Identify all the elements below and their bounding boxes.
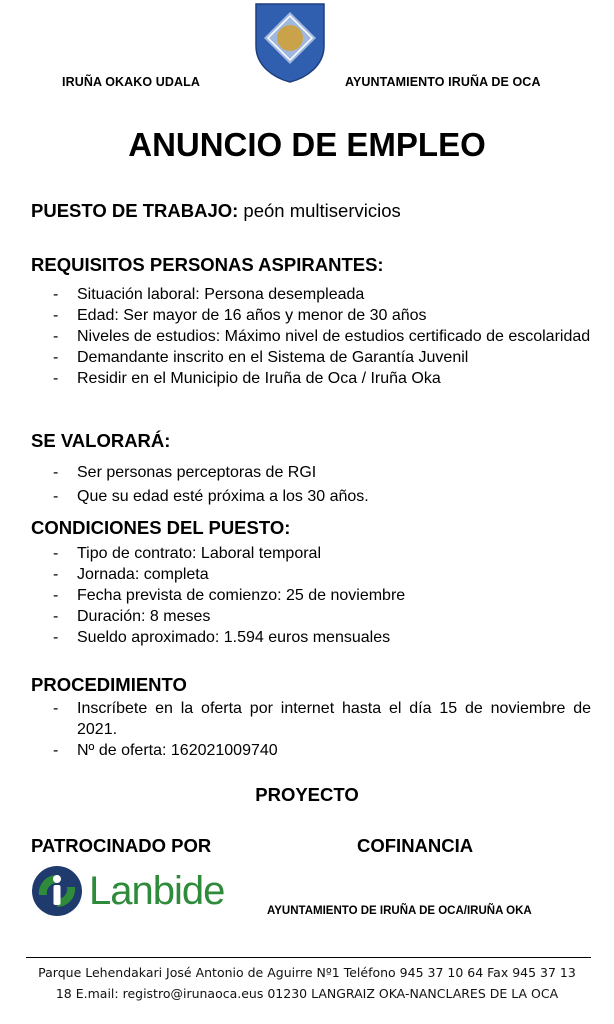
list-item: - Fecha prevista de comienzo: 25 de noviembre	[49, 585, 591, 606]
valued-heading: SE VALORARÁ:	[31, 430, 171, 451]
lanbide-logo-icon	[31, 865, 83, 917]
list-item: - Nº de oferta: 162021009740	[49, 740, 591, 761]
list-item: - Edad: Ser mayor de 16 años y menor de 30 años	[49, 305, 591, 326]
job-position-value: peón multiservicios	[238, 200, 401, 221]
list-item: - Jornada: completa	[49, 564, 591, 585]
valued-list	[49, 461, 591, 509]
list-item: - Duración: 8 meses	[49, 606, 591, 627]
list-item: - Demandante inscrito en el Sistema de Garantía Juvenil	[49, 347, 591, 368]
list-item: - Niveles de estudios: Máximo nivel de estudios certificado de escolaridad	[49, 326, 591, 347]
cofinance-label: COFINANCIA	[357, 835, 474, 856]
sponsored-by-label: PATROCINADO POR	[31, 835, 212, 856]
footer-divider	[26, 957, 591, 958]
procedure-heading: PROCEDIMIENTO	[31, 674, 187, 695]
list-item: - Ser personas perceptoras de RGI	[49, 461, 591, 485]
job-position	[31, 200, 401, 222]
procedure-list	[49, 698, 591, 761]
conditions-heading: CONDICIONES DEL PUESTO:	[31, 517, 291, 538]
lanbide-logo-text: Lanbide	[89, 869, 225, 913]
list-item: - Situación laboral: Persona desempleada	[49, 284, 591, 305]
list-item: - Inscríbete en la oferta por internet hasta el día 15 de noviembre de 2021.	[49, 698, 591, 740]
requirements-list	[49, 284, 591, 389]
conditions-list	[49, 543, 591, 648]
list-item: - Tipo de contrato: Laboral temporal	[49, 543, 591, 564]
project-heading: PROYECTO	[255, 784, 359, 805]
footer-address-line2: 18 E.mail: registro@irunaoca.eus 01230 LANGRAIZ OKA-NANCLARES DE LA OCA	[55, 986, 559, 1001]
page-title: ANUNCIO DE EMPLEO	[128, 126, 486, 163]
footer-address-line1: Parque Lehendakari José Antonio de Aguirre Nº1 Teléfono 945 37 10 64 Fax 945 37 13	[38, 965, 576, 980]
municipal-crest-icon	[254, 2, 326, 84]
ayuntamiento-cofinancer: AYUNTAMIENTO DE IRUÑA DE OCA/IRUÑA OKA	[267, 905, 532, 917]
header-left-name: IRUÑA OKAKO UDALA	[62, 75, 201, 89]
list-item: - Sueldo aproximado: 1.594 euros mensuales	[49, 627, 591, 648]
list-item: - Que su edad esté próxima a los 30 años.	[49, 485, 591, 509]
requirements-heading: REQUISITOS PERSONAS ASPIRANTES:	[31, 254, 384, 275]
job-position-label: PUESTO DE TRABAJO:	[31, 200, 239, 221]
header-right-name: AYUNTAMIENTO IRUÑA DE OCA	[345, 75, 541, 89]
list-item: - Residir en el Municipio de Iruña de Oca / Iruña Oka	[49, 368, 591, 389]
